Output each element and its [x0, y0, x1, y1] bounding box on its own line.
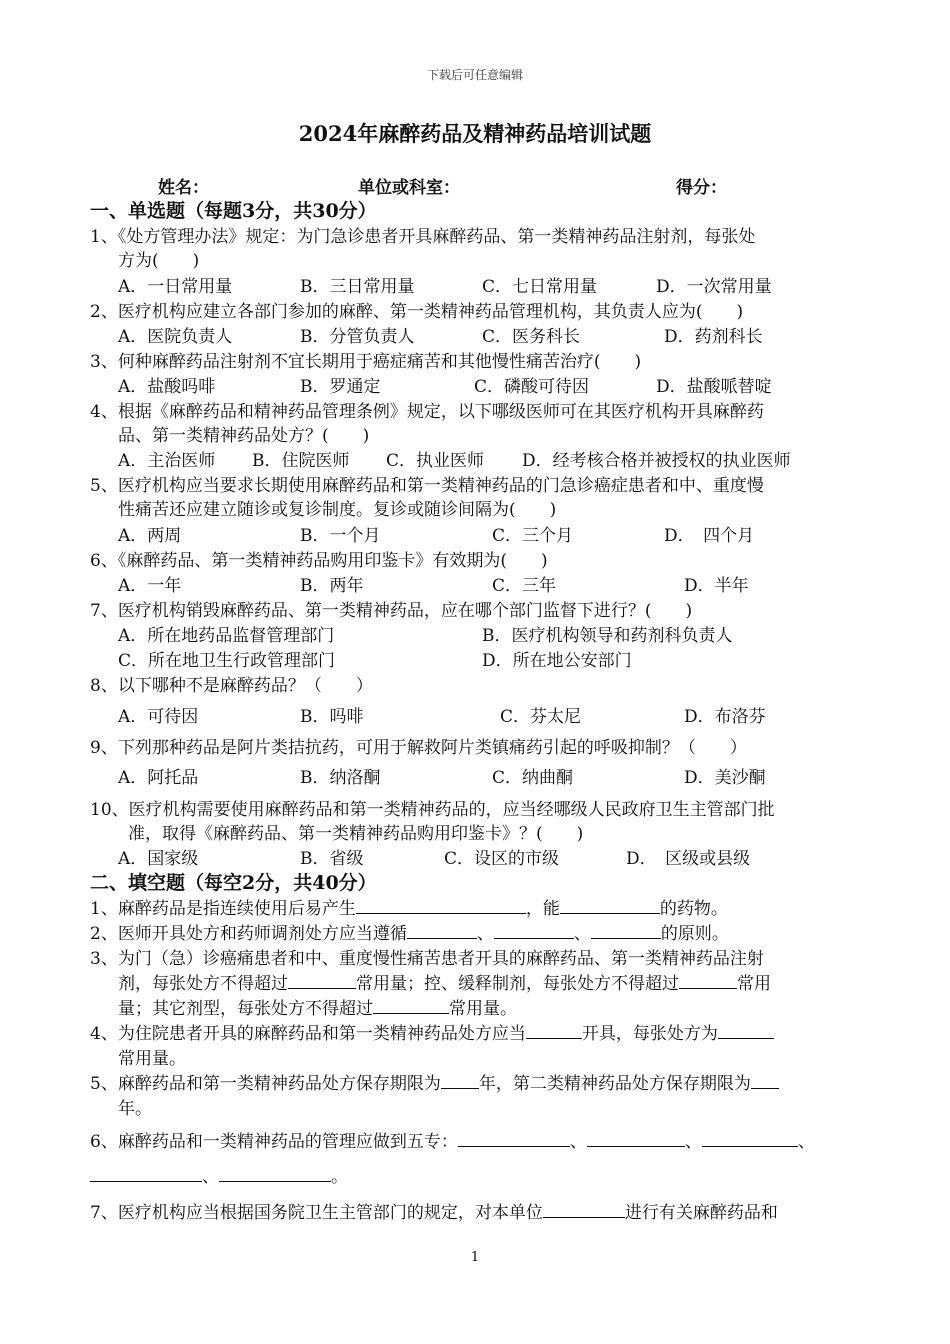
q7-option-d: D．所在地公安部门	[482, 651, 632, 671]
q3-option-d: D．盐酸哌替啶	[656, 377, 772, 397]
fill-q1-text-1: 1、麻醉药品是指连续使用后易产生	[90, 899, 356, 919]
q7-option-c: C．所在地卫生行政管理部门	[118, 651, 336, 671]
fill-blank[interactable]	[441, 1071, 479, 1089]
q10-text-cont: 准，取得《麻醉药品、第一类精神药品购用印鉴卡》？( )	[128, 824, 584, 844]
fill-blank[interactable]	[543, 1200, 625, 1218]
fill-q4-text-1: 4、为住院患者开具的麻醉药品和第一类精神药品处方应当	[90, 1024, 526, 1044]
q6-option-c: C．三年	[492, 576, 557, 596]
q5-text-cont: 性痛苦还应建立随诊或复诊制度。复诊或随诊间隔为( )	[118, 500, 557, 520]
fill-q4-text-2: 开具，每张处方为	[581, 1024, 718, 1044]
page-header: 下载后可任意编辑	[426, 68, 523, 82]
q4-text: 4、根据《麻醉药品和精神药品管理条例》规定，以下哪级医师可在其医疗机构开具麻醉药	[90, 402, 764, 422]
q6-option-d: D．半年	[684, 576, 749, 596]
q3-option-b: B．罗通定	[300, 377, 381, 397]
dept-label: 单位或科室：	[358, 178, 460, 198]
q4-text-cont: 品、第一类精神药品处方？( )	[118, 426, 370, 446]
q4-option-c: C．执业医师	[386, 451, 485, 471]
fill-q3-text-2: 常用量；控、缓释制剂，每张处方不得超过	[356, 974, 679, 994]
fill-blank[interactable]	[587, 1129, 685, 1147]
fill-q3-text-1: 剂，每张处方不得超过	[118, 974, 288, 994]
q3-text: 3、何种麻醉药品注射剂不宜长期用于癌症痛苦和其他慢性痛苦治疗( )	[90, 352, 642, 372]
fill-q3-line2	[118, 969, 771, 994]
q10-option-a: A．国家级	[118, 849, 199, 869]
fill-blank[interactable]	[702, 1129, 798, 1147]
fill-q3-line3	[118, 994, 517, 1019]
q8-text: 8、以下哪种不是麻醉药品？（ ）	[90, 676, 373, 696]
fill-q6-sep-2: 、	[684, 1132, 702, 1152]
q5-option-a: A．两周	[118, 526, 182, 546]
fill-q2-text-3: 、	[573, 924, 591, 944]
fill-q6-sep-4: 、	[202, 1167, 219, 1187]
fill-blank[interactable]	[591, 921, 661, 939]
fill-blank[interactable]	[407, 921, 477, 939]
page-title: 2024年麻醉药品及精神药品培训试题	[298, 121, 652, 146]
fill-q4-line1	[90, 1019, 774, 1044]
q9-option-b: B．纳洛酮	[300, 768, 381, 788]
fill-q5-line1	[90, 1069, 779, 1094]
q3-option-c: C．磷酸可待因	[474, 377, 590, 397]
q8-option-c: C．芬太尼	[500, 707, 582, 727]
fill-blank[interactable]	[356, 896, 526, 914]
q9-option-a: A．阿托品	[118, 768, 199, 788]
fill-blank[interactable]	[494, 921, 574, 939]
score-label: 得分：	[676, 178, 727, 198]
q5-text: 5、医疗机构应当要求长期使用麻醉药品和第一类精神药品的门急诊癌症患者和中、重度慢	[90, 476, 764, 496]
fill-q6-text-1: 6、麻醉药品和一类精神药品的管理应做到五专：	[90, 1132, 458, 1152]
fill-q1-text-3: 的药物。	[659, 899, 728, 919]
fill-q7-text-2: 进行有关麻醉药品和	[624, 1203, 778, 1223]
q2-option-a: A．医院负责人	[118, 327, 233, 347]
fill-q5-text-1: 5、麻醉药品和第一类精神药品处方保存期限为	[90, 1074, 441, 1094]
q6-option-a: A．一年	[118, 576, 182, 596]
q6-text: 6、《麻醉药品、第一类精神药品购用印鉴卡》有效期为( )	[90, 551, 548, 571]
fill-q1	[90, 894, 728, 919]
fill-blank[interactable]	[718, 1021, 774, 1039]
section-single-choice: 一、单选题（每题3分，共30分）	[90, 200, 377, 222]
q8-option-a: A．可待因	[118, 707, 199, 727]
fill-blank[interactable]	[458, 1129, 570, 1147]
q7-text: 7、医疗机构销毁麻醉药品、第一类精神药品，应在哪个部门监督下进行？( )	[90, 601, 693, 621]
name-label: 姓名：	[158, 178, 209, 198]
q7-option-a: A．所在地药品监督管理部门	[118, 626, 335, 646]
fill-blank[interactable]	[373, 996, 449, 1014]
fill-blank[interactable]	[90, 1164, 202, 1182]
page-number: 1	[470, 1250, 480, 1265]
fill-q5-line2: 年。	[118, 1099, 152, 1119]
q6-option-b: B．两年	[300, 576, 364, 596]
fill-blank[interactable]	[219, 1164, 331, 1182]
fill-q3-text-5: 常用量。	[449, 999, 517, 1019]
q1-text: 1、《处方管理办法》规定：为门急诊患者开具麻醉药品、第一类精神药品注射剂，每张处	[90, 227, 756, 247]
q5-option-c: C．三个月	[492, 526, 574, 546]
fill-q1-text-2: ，能	[525, 899, 560, 919]
fill-q6-line1	[90, 1127, 815, 1152]
fill-blank[interactable]	[526, 1021, 582, 1039]
q2-option-b: B．分管负责人	[300, 327, 415, 347]
q9-option-c: C．纳曲酮	[492, 768, 574, 788]
q4-option-d: D．经考核合格并被授权的执业医师	[522, 451, 791, 471]
q10-option-b: B．省级	[300, 849, 364, 869]
q9-text: 9、下列那种药品是阿片类拮抗药，可用于解救阿片类镇痛药引起的呼吸抑制？（ ）	[90, 738, 747, 758]
q8-option-d: D．布洛芬	[684, 707, 766, 727]
q4-option-a: A．主治医师	[118, 451, 216, 471]
q5-option-d: D． 四个月	[664, 526, 755, 546]
fill-q3-line1: 3、为门（急）诊癌痛患者和中、重度慢性痛苦患者开具的麻醉药品、第一类精神药品注射	[90, 949, 764, 969]
fill-q6-sep-3: 、	[797, 1132, 815, 1152]
section-fill-in: 二、填空题（每空2分，共40分）	[90, 872, 377, 894]
fill-blank[interactable]	[751, 1071, 779, 1089]
q2-text: 2、医疗机构应建立各部门参加的麻醉、第一类精神药品管理机构，其负责人应为( )	[90, 302, 744, 322]
q10-option-d: D． 区级或县级	[626, 849, 751, 869]
fill-q5-text-2: 年，第二类精神药品处方保存期限为	[478, 1074, 751, 1094]
fill-q7-line1	[90, 1198, 778, 1223]
fill-q4-line2: 常用量。	[118, 1049, 186, 1069]
q1-option-d: D．一次常用量	[656, 277, 772, 297]
fill-q6-end: 。	[331, 1167, 348, 1187]
fill-q2-text-1: 2、医师开具处方和药师调剂处方应当遵循	[90, 924, 407, 944]
fill-blank[interactable]	[560, 896, 660, 914]
q1-text-cont: 方为( )	[118, 251, 200, 271]
q10-option-c: C．设区的市级	[444, 849, 560, 869]
q1-option-a: A．一日常用量	[118, 277, 233, 297]
q5-option-b: B．一个月	[300, 526, 381, 546]
q4-option-b: B．住院医师	[252, 451, 350, 471]
q8-option-b: B．吗啡	[300, 707, 364, 727]
q7-option-b: B．医疗机构领导和药剂科负责人	[482, 626, 733, 646]
q10-text: 10、医疗机构需要使用麻醉药品和第一类精神药品的，应当经哪级人民政府卫生主管部门批	[90, 800, 775, 820]
q3-option-a: A．盐酸吗啡	[118, 377, 216, 397]
fill-q2	[90, 919, 729, 944]
q1-option-c: C．七日常用量	[482, 277, 598, 297]
fill-q2-text-2: 、	[476, 924, 494, 944]
q9-option-d: D．美沙酮	[684, 768, 766, 788]
fill-blank[interactable]	[288, 971, 356, 989]
q1-option-b: B．三日常用量	[300, 277, 415, 297]
fill-q6-line2	[90, 1162, 348, 1187]
fill-q7-text-1: 7、医疗机构应当根据国务院卫生主管部门的规定，对本单位	[90, 1203, 543, 1223]
q2-option-d: D．药剂科长	[664, 327, 763, 347]
q2-option-c: C．医务科长	[482, 327, 581, 347]
fill-q2-text-4: 的原则。	[660, 924, 729, 944]
fill-q3-text-3: 常用	[737, 974, 771, 994]
fill-q3-text-4: 量；其它剂型，每张处方不得超过	[118, 999, 373, 1019]
fill-blank[interactable]	[679, 971, 737, 989]
fill-q6-sep-1: 、	[569, 1132, 587, 1152]
